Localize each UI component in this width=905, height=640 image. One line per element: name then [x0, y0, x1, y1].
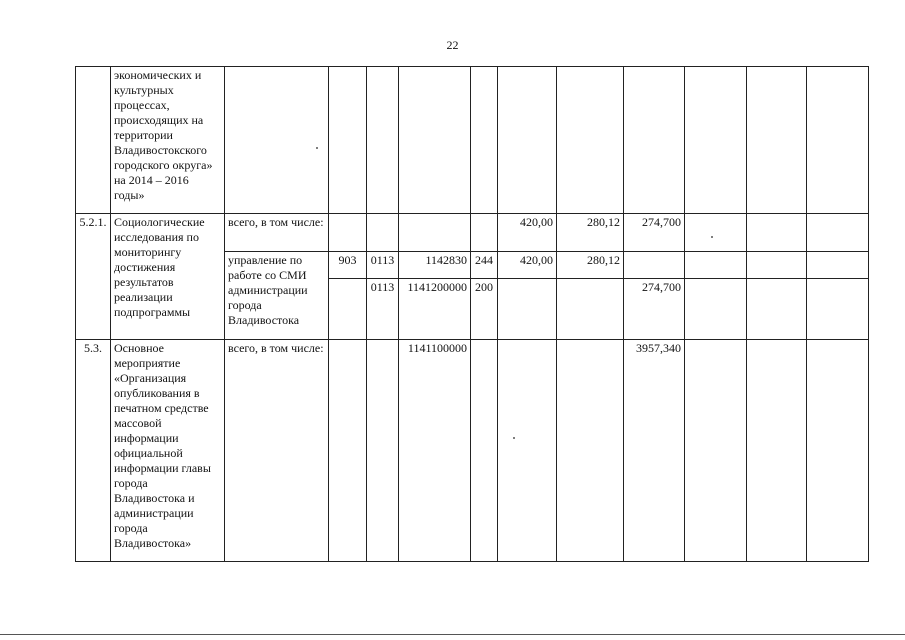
cell-v1	[498, 279, 557, 340]
page-number: 22	[446, 38, 459, 52]
cell-rzpr	[367, 340, 399, 562]
table-row-5-3	[76, 340, 869, 562]
cell-csr: 1142830	[399, 252, 471, 279]
cell-v1	[498, 67, 557, 214]
cell-vr	[471, 67, 498, 214]
cell-v4	[685, 252, 747, 279]
cell-rzpr: 0113	[367, 252, 399, 279]
cell-v6	[807, 340, 869, 562]
cell-grbs	[329, 214, 367, 252]
cell-v6	[807, 214, 869, 252]
cell-v1: 420,00	[498, 252, 557, 279]
cell-v1	[498, 340, 557, 562]
cell-v6	[807, 67, 869, 214]
cell-v5	[747, 67, 807, 214]
budget-table-wrap	[75, 66, 869, 562]
scan-speck	[711, 236, 713, 238]
cell-grbs: 903	[329, 252, 367, 279]
cell-v5	[747, 279, 807, 340]
scan-speck	[513, 437, 515, 439]
cell-v2: 280,12	[557, 214, 624, 252]
cell-v4	[685, 279, 747, 340]
cell-v1: 420,00	[498, 214, 557, 252]
cell-v2	[557, 340, 624, 562]
cell-executor: всего, в том числе:	[225, 214, 329, 252]
cell-csr: 1141200000	[399, 279, 471, 340]
cell-v3: 3957,340	[624, 340, 685, 562]
cell-v5	[747, 340, 807, 562]
cell-grbs	[329, 340, 367, 562]
table-row-continuation	[76, 67, 869, 214]
cell-name: Социологические исследования по мониторингу достижения результатов реализации подпрограммы	[111, 214, 225, 340]
cell-vr	[471, 340, 498, 562]
cell-rzpr	[367, 67, 399, 214]
scan-edge-line	[0, 634, 905, 635]
cell-grbs	[329, 279, 367, 340]
cell-v4	[685, 214, 747, 252]
cell-csr: 1141100000	[399, 340, 471, 562]
cell-v6	[807, 252, 869, 279]
scan-speck	[316, 147, 318, 149]
cell-executor: всего, в том числе:	[225, 340, 329, 562]
cell-v5	[747, 252, 807, 279]
cell-vr: 200	[471, 279, 498, 340]
cell-name: Основное мероприятие «Организация опубликования в печатном средстве массовой информации официальной информации главы города Владивостока и администрации города Владивостока»	[111, 340, 225, 562]
cell-v4	[685, 340, 747, 562]
cell-name: экономических и культурных процессах, происходящих на территории Владивостокского городского округа» на 2014 – 2016 годы»	[111, 67, 225, 214]
cell-grbs	[329, 67, 367, 214]
cell-csr	[399, 67, 471, 214]
cell-csr	[399, 214, 471, 252]
cell-executor: управление по работе со СМИ администрации города Владивостока	[225, 252, 329, 340]
cell-v2: 280,12	[557, 252, 624, 279]
cell-vr: 244	[471, 252, 498, 279]
cell-num	[76, 67, 111, 214]
cell-v2	[557, 279, 624, 340]
cell-v3: 274,700	[624, 279, 685, 340]
cell-executor	[225, 67, 329, 214]
cell-v3	[624, 252, 685, 279]
table-row-5-2-1-total	[76, 214, 869, 252]
cell-v5	[747, 214, 807, 252]
cell-v4	[685, 67, 747, 214]
cell-rzpr: 0113	[367, 279, 399, 340]
cell-num: 5.3.	[76, 340, 111, 562]
cell-v3: 274,700	[624, 214, 685, 252]
cell-num: 5.2.1.	[76, 214, 111, 340]
budget-table	[75, 66, 869, 562]
cell-rzpr	[367, 214, 399, 252]
cell-v2	[557, 67, 624, 214]
cell-vr	[471, 214, 498, 252]
cell-v6	[807, 279, 869, 340]
cell-v3	[624, 67, 685, 214]
